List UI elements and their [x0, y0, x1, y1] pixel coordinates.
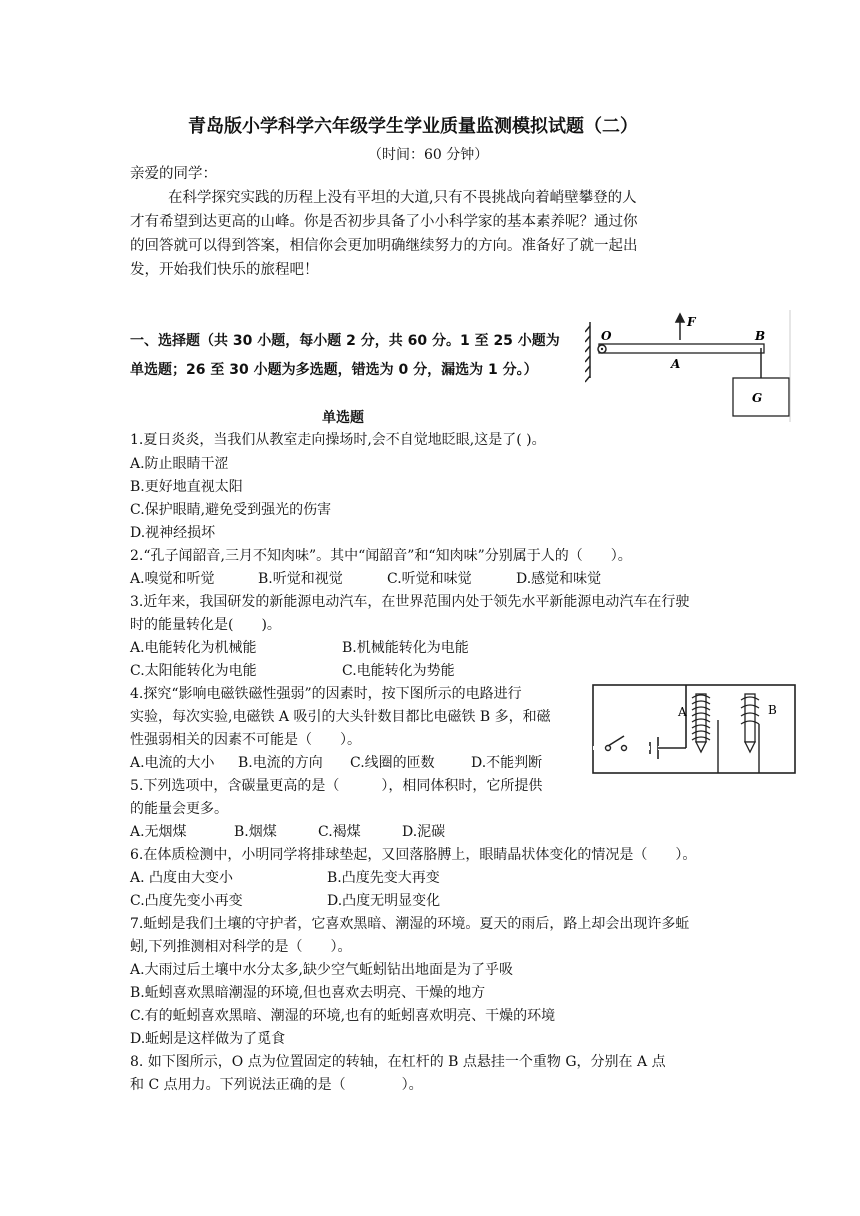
intro-line-1: 在科学探究实践的历程上没有平坦的大道,只有不畏挑战向着峭壁攀登的人	[168, 190, 637, 206]
lever-label-o: O	[601, 329, 612, 343]
q4-option-a: A.电流的大小	[130, 755, 215, 771]
circuit-label-a: A	[678, 705, 687, 719]
lever-label-b: B	[755, 329, 766, 343]
q1-stem: 1.夏日炎炎，当我们从教室走向操场时,会不自觉地眨眼,这是了( )。	[130, 432, 546, 448]
q1-option-d: D.视神经损坏	[130, 525, 216, 541]
q4-option-b: B.电流的方向	[238, 755, 323, 771]
q4-option-c: C.线圈的匝数	[350, 755, 435, 771]
q3-option-b: B.机械能转化为电能	[342, 640, 469, 656]
q6-option-b: B.凸度先变大再变	[327, 870, 440, 886]
q6-option-d: D.凸度无明显变化	[327, 893, 441, 909]
q6-stem: 6.在体质检测中，小明同学将排球垫起，又回落胳膊上，眼睛晶状体变化的情况是（ ）。	[130, 847, 697, 863]
q3-stem-line-2: 时的能量转化是( )。	[130, 617, 281, 633]
page-title: 青岛版小学科学六年级学生学业质量监测模拟试题（二）	[188, 116, 638, 137]
q5-stem-line-2: 的能量会更多。	[130, 801, 228, 817]
q1-option-c: C.保护眼睛,避免受到强光的伤害	[130, 502, 332, 518]
q1-option-a: A.防止眼睛干涩	[130, 456, 229, 472]
lever-diagram	[585, 310, 795, 422]
q5-option-d: D.泥碳	[402, 824, 446, 840]
q4-option-d: D.不能判断	[471, 755, 543, 771]
q2-option-b: B.听觉和视觉	[258, 571, 343, 587]
q3-option-a: A.电能转化为机械能	[130, 640, 257, 656]
q2-stem: 2.“孔子闻韶音,三月不知肉味”。其中“闻韶音”和“知肉味”分别属于人的（ ）。	[130, 548, 632, 564]
q2-option-a: A.嗅觉和听觉	[130, 571, 215, 587]
q5-option-b: B.烟煤	[234, 824, 277, 840]
lever-label-a: A	[671, 357, 681, 371]
q8-stem-line-2: 和 C 点用力。下列说法正确的是（ ）。	[130, 1077, 423, 1093]
q7-option-a: A.大雨过后土壤中水分太多,缺少空气蚯蚓钻出地面是为了乎吸	[130, 962, 514, 978]
q8-stem-line-1: 8. 如下图所示，O 点为位置固定的转轴，在杠杆的 B 点悬挂一个重物 G，分别在 A 点	[130, 1054, 666, 1070]
q3-stem-line-1: 3.近年来，我国研发的新能源电动汽车，在世界范围内处于领先水平新能源电动汽车在行驶	[130, 594, 690, 610]
q6-option-c: C.凸度先变小再变	[130, 893, 243, 909]
intro-line-3: 的回答就可以得到答案，相信你会更加明确继续努力的方向。准备好了就一起出	[130, 238, 638, 254]
exam-time: （时间：60 分钟）	[368, 147, 489, 163]
q4-stem-line-1: 4.探究“影响电磁铁磁性强弱”的因素时，按下图所示的电路进行	[130, 686, 522, 702]
q7-option-b: B.蚯蚓喜欢黑暗潮湿的环境,但也喜欢去明亮、干燥的地方	[130, 985, 486, 1001]
q7-option-d: D.蚯蚓是这样做为了觅食	[130, 1031, 286, 1047]
intro-line-4: 发，开始我们快乐的旅程吧！	[130, 262, 319, 278]
section-heading-line-1: 一、选择题（共 30 小题，每小题 2 分，共 60 分。1 至 25 小题为	[130, 333, 560, 349]
q7-stem-line-1: 7.蚯蚓是我们土壤的守护者，它喜欢黑暗、潮湿的环境。夏天的雨后，路上却会出现许多蚯	[130, 916, 690, 932]
q3-option-c: C.太阳能转化为电能	[130, 663, 257, 679]
q4-stem-line-3: 性强弱相关的因素不可能是（ ）。	[130, 732, 361, 748]
greeting: 亲爱的同学：	[130, 166, 217, 182]
q2-option-d: D.感觉和味觉	[516, 571, 602, 587]
circuit-label-b: B	[768, 703, 777, 717]
intro-line-2: 才有希望到达更高的山峰。你是否初步具备了小小科学家的基本素养呢？通过你	[130, 214, 638, 230]
lever-label-f: F	[687, 315, 696, 329]
q5-option-c: C.褐煤	[318, 824, 361, 840]
section-heading-line-2: 单选题；26 至 30 小题为多选题，错选为 0 分，漏选为 1 分。）	[130, 362, 538, 378]
lever-label-g: G	[752, 391, 763, 405]
q7-stem-line-2: 蚓,下列推测相对科学的是（ ）。	[130, 939, 352, 955]
q1-option-b: B.更好地直视太阳	[130, 479, 243, 495]
q4-stem-line-2: 实验，每次实验,电磁铁 A 吸引的大头针数目都比电磁铁 B 多，和磁	[130, 709, 551, 725]
q6-option-a: A. 凸度由大变小	[130, 870, 234, 886]
electromagnet-circuit-diagram	[590, 680, 798, 778]
q3-option-d: C.电能转化为势能	[342, 663, 455, 679]
q5-option-a: A.无烟煤	[130, 824, 187, 840]
q2-option-c: C.听觉和味觉	[387, 571, 472, 587]
q7-option-c: C.有的蚯蚓喜欢黑暗、潮湿的环境,也有的蚯蚓喜欢明亮、干燥的环境	[130, 1008, 556, 1024]
section-subheading: 单选题	[322, 410, 364, 426]
q5-stem-line-1: 5.下列选项中，含碳量更高的是（ ），相同体积时，它所提供	[130, 778, 543, 794]
